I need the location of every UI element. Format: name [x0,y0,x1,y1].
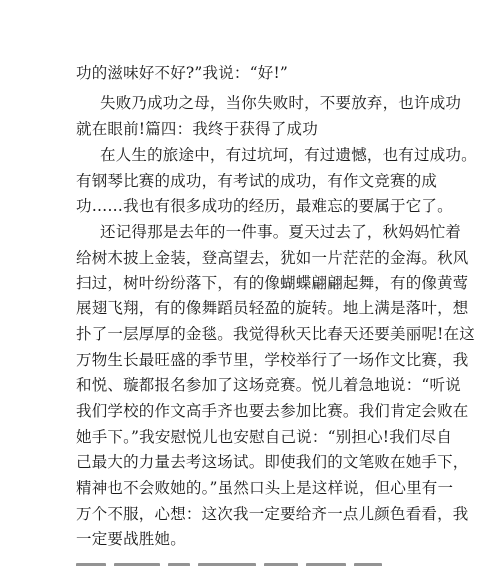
paragraph-line: 失败乃成功之母，当你失败时，不要放弃，也许成功 [100,94,462,112]
paragraph-line: 精神也不会败她的。”虽然口头上是这样说，但心里有一 [76,479,454,497]
cut-off-text-line [76,554,436,566]
paragraph-line: 还记得那是去年的一件事。夏天过去了，秋妈妈忙着 [100,223,462,241]
paragraph-line: 我们学校的作文高手齐也要去参加比赛。我们肯定会败在 [76,402,469,420]
paragraph-line: 给树木披上金装，登高望去，犹如一片茫茫的金海。秋风 [76,249,469,267]
paragraph-line: 展翅飞翔，有的像舞蹈员轻盈的旋转。地上满是落叶，想 [76,299,469,317]
paragraph-line: 功的滋味好不好?”我说：“好!” [76,64,289,82]
paragraph-line: 在人生的旅途中，有过坑坷，有过遗憾，也有过成功。 [100,146,477,164]
paragraph-line: 一定要战胜她。 [76,530,186,548]
paragraph-line: 扫过，树叶纷纷落下，有的像蝴蝶翩翩起舞，有的像黄莺 [76,274,469,292]
paragraph-line: 有钢琴比赛的成功，有考试的成功，有作文竞赛的成 [76,172,438,190]
paragraph-line: 她手下。”我安慰悦儿也安慰自己说：“别担心!我们尽自 [76,428,453,446]
paragraph-line: 己最大的力量去考这场试。即使我们的文笔败在她手下， [76,453,469,471]
paragraph-line: 万物生长最旺盛的季节里，学校举行了一场作文比赛，我 [76,351,469,369]
paragraph-line: 功……我也有很多成功的经历，最难忘的要属于它了。 [76,197,453,215]
paragraph-line: 万个不服，心想：这次我一定要给齐一点儿颜色看看，我 [76,505,469,523]
paragraph-line: 扑了一层厚厚的金毯。我觉得秋天比春天还要美丽呢!在这 [76,325,475,343]
paragraph-line: 和悦、璇都报名参加了这场竞赛。悦儿着急地说：“听说 [76,376,461,394]
paragraph-line: 就在眼前!篇四：我终于获得了成功 [76,120,318,138]
